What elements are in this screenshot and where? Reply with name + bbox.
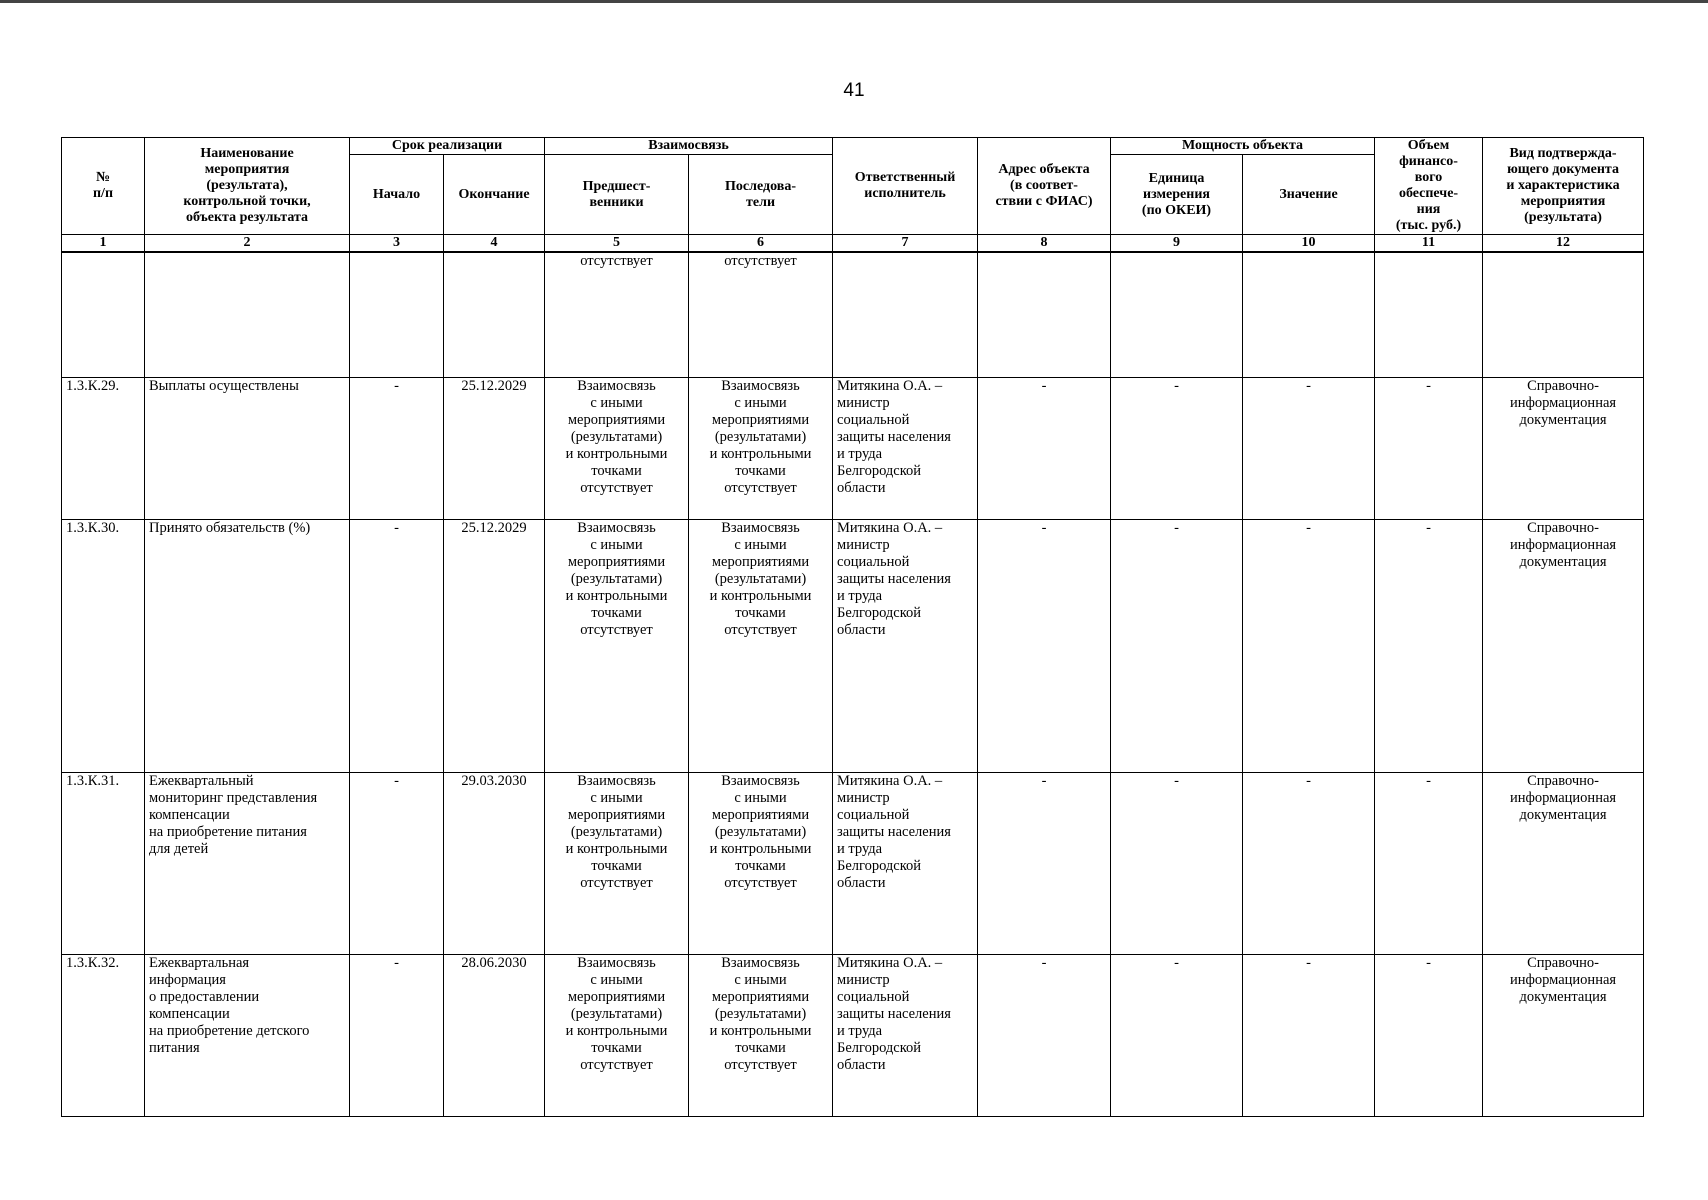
cell-responsible: Митякина О.А. – министр социальной защиты населения и труда Белгородской области [833, 520, 978, 773]
cell-end: 25.12.2029 [444, 520, 545, 773]
header-successors: Последова- тели [689, 155, 833, 235]
cell-responsible: Митякина О.А. – министр социальной защиты населения и труда Белгородской области [833, 955, 978, 1117]
cell-predecessors: Взаимосвязь с иными мероприятиями (результатами) и контрольными точками отсутствует [545, 520, 689, 773]
cell-name: Ежеквартальная информация о предоставлении компенсации на приобретение детского питания [145, 955, 350, 1117]
cell-predecessors: Взаимосвязь с иными мероприятиями (результатами) и контрольными точками отсутствует [545, 378, 689, 520]
cell-responsible: Митякина О.А. – министр социальной защиты населения и труда Белгородской области [833, 378, 978, 520]
table-row [62, 378, 1644, 520]
cell-num: 1.3.К.30. [62, 520, 145, 773]
cell-end: 29.03.2030 [444, 773, 545, 955]
cell-successors: Взаимосвязь с иными мероприятиями (результатами) и контрольными точками отсутствует [689, 378, 833, 520]
cell-address: - [978, 955, 1111, 1117]
cell-predecessors: Взаимосвязь с иными мероприятиями (результатами) и контрольными точками отсутствует [545, 955, 689, 1117]
cell-financing: - [1375, 773, 1483, 955]
header-responsible: Ответственный исполнитель [833, 138, 978, 235]
header-num: № п/п [62, 138, 145, 235]
column-number: 8 [978, 235, 1111, 252]
column-number-row [62, 235, 1644, 252]
table-row [62, 773, 1644, 955]
cell-empty [978, 252, 1111, 378]
cell-value: - [1243, 520, 1375, 773]
cell-name: Выплаты осуществлены [145, 378, 350, 520]
cell-num: 1.3.К.29. [62, 378, 145, 520]
table-body [62, 252, 1644, 1117]
cell-successors: Взаимосвязь с иными мероприятиями (результатами) и контрольными точками отсутствует [689, 773, 833, 955]
cell-empty [145, 252, 350, 378]
header-group-period: Срок реализации [350, 138, 545, 155]
cell-document: Справочно- информационная документация [1483, 520, 1644, 773]
column-number: 3 [350, 235, 444, 252]
cell-unit: - [1111, 955, 1243, 1117]
cell-num: 1.3.К.32. [62, 955, 145, 1117]
header-name: Наименование мероприятия (результата), контрольной точки, объекта результата [145, 138, 350, 235]
cell-start: - [350, 773, 444, 955]
plan-table [61, 137, 1644, 1117]
cell-empty [62, 252, 145, 378]
column-number: 11 [1375, 235, 1483, 252]
header-address: Адрес объекта (в соответ- ствии с ФИАС) [978, 138, 1111, 235]
cell-empty [1243, 252, 1375, 378]
column-number: 5 [545, 235, 689, 252]
header-group-capacity: Мощность объекта [1111, 138, 1375, 155]
table-row [62, 520, 1644, 773]
cell-financing: - [1375, 955, 1483, 1117]
cell-successors: Взаимосвязь с иными мероприятиями (результатами) и контрольными точками отсутствует [689, 520, 833, 773]
table-header [62, 138, 1644, 252]
column-number: 2 [145, 235, 350, 252]
column-number: 1 [62, 235, 145, 252]
table-row [62, 955, 1644, 1117]
header-unit: Единица измерения (по ОКЕИ) [1111, 155, 1243, 235]
cell-address: - [978, 520, 1111, 773]
cell-document: Справочно- информационная документация [1483, 378, 1644, 520]
cell-document: Справочно- информационная документация [1483, 955, 1644, 1117]
cell-name: Принято обязательств (%) [145, 520, 350, 773]
cell-name: Ежеквартальный мониторинг представления компенсации на приобретение питания для детей [145, 773, 350, 955]
page-number: 41 [843, 80, 865, 101]
cell-financing: - [1375, 378, 1483, 520]
cell-document: Справочно- информационная документация [1483, 773, 1644, 955]
cell-num: 1.3.К.31. [62, 773, 145, 955]
cell-predecessors: отсутствует [545, 252, 689, 378]
top-rule [0, 0, 1708, 3]
cell-value: - [1243, 378, 1375, 520]
header-end: Окончание [444, 155, 545, 235]
header-start: Начало [350, 155, 444, 235]
cell-end: 25.12.2029 [444, 378, 545, 520]
cell-address: - [978, 378, 1111, 520]
cell-predecessors: Взаимосвязь с иными мероприятиями (результатами) и контрольными точками отсутствует [545, 773, 689, 955]
header-group-links: Взаимосвязь [545, 138, 833, 155]
cell-unit: - [1111, 520, 1243, 773]
cell-address: - [978, 773, 1111, 955]
cell-start: - [350, 520, 444, 773]
column-number: 7 [833, 235, 978, 252]
cell-end: 28.06.2030 [444, 955, 545, 1117]
header-value: Значение [1243, 155, 1375, 235]
cell-start: - [350, 378, 444, 520]
cell-successors: Взаимосвязь с иными мероприятиями (результатами) и контрольными точками отсутствует [689, 955, 833, 1117]
column-number: 9 [1111, 235, 1243, 252]
table-row-continuation [62, 252, 1644, 378]
column-number: 4 [444, 235, 545, 252]
cell-empty [833, 252, 978, 378]
cell-value: - [1243, 955, 1375, 1117]
cell-empty [1111, 252, 1243, 378]
cell-start: - [350, 955, 444, 1117]
column-number: 6 [689, 235, 833, 252]
cell-financing: - [1375, 520, 1483, 773]
cell-empty [350, 252, 444, 378]
column-number: 10 [1243, 235, 1375, 252]
cell-responsible: Митякина О.А. – министр социальной защиты населения и труда Белгородской области [833, 773, 978, 955]
cell-empty [1375, 252, 1483, 378]
cell-value: - [1243, 773, 1375, 955]
cell-unit: - [1111, 378, 1243, 520]
cell-unit: - [1111, 773, 1243, 955]
header-financing: Объем финансо- вого обеспече- ния (тыс. руб.) [1375, 138, 1483, 235]
cell-empty [1483, 252, 1644, 378]
header-document: Вид подтвержда- ющего документа и характеристика мероприятия (результата) [1483, 138, 1644, 235]
header-predecessors: Предшест- венники [545, 155, 689, 235]
cell-empty [444, 252, 545, 378]
column-number: 12 [1483, 235, 1644, 252]
cell-successors: отсутствует [689, 252, 833, 378]
